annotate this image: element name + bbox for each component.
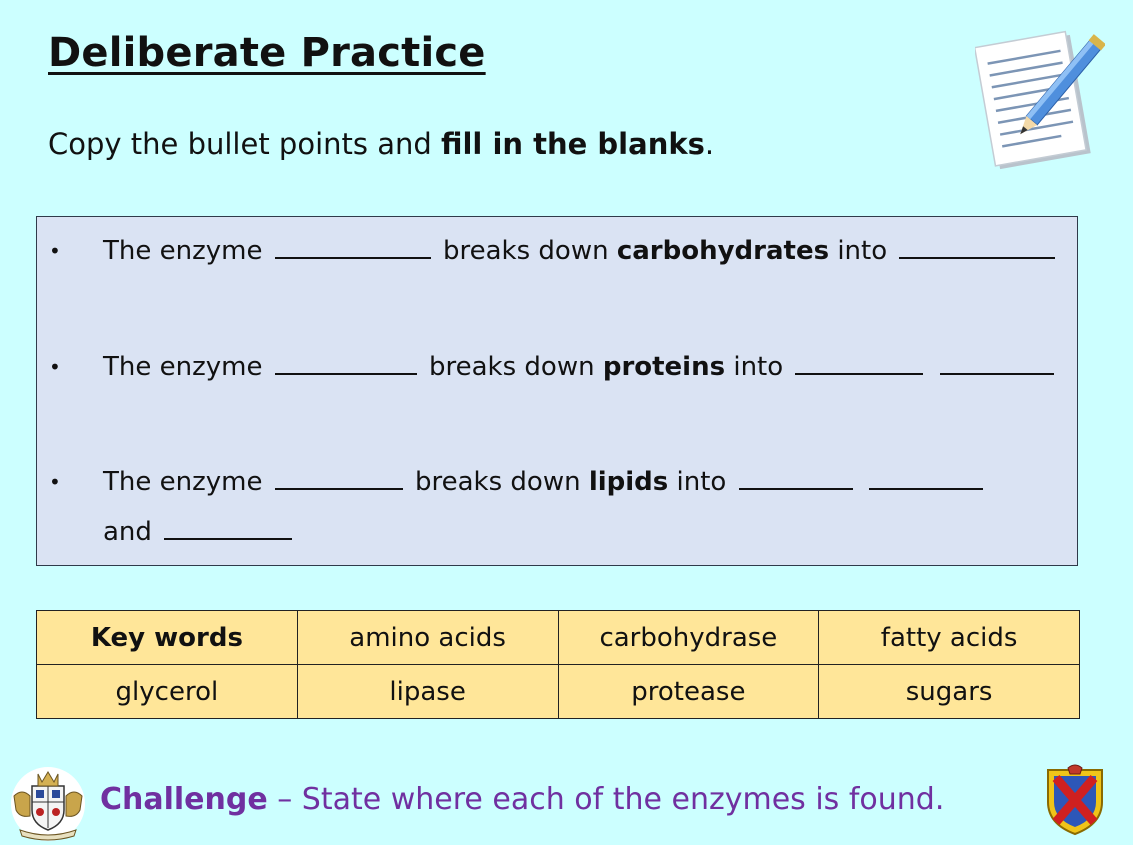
key-words-table (36, 610, 1080, 719)
bullet-text: The enzyme breaks down carbohydrates into (103, 233, 1059, 269)
challenge-label: Challenge (100, 782, 268, 817)
instruction-prefix: Copy the bullet points and (48, 127, 441, 161)
key-word-cell: protease (558, 665, 819, 719)
blank-product-2[interactable] (869, 464, 983, 490)
challenge-text (100, 782, 944, 817)
instruction-suffix: . (704, 127, 715, 161)
blank-enzyme[interactable] (275, 349, 417, 375)
instruction-text (48, 127, 714, 161)
blank-product-3[interactable] (164, 514, 292, 540)
blank-product[interactable] (899, 233, 1055, 259)
blank-enzyme[interactable] (275, 464, 403, 490)
bullet-dot: • (49, 470, 61, 494)
key-word-cell: carbohydrase (558, 611, 819, 665)
shield-icon (1044, 764, 1106, 836)
key-word-cell: lipase (297, 665, 558, 719)
school-crest-icon (8, 766, 88, 842)
page-title: Deliberate Practice (48, 30, 486, 76)
notepad-pencil-icon (975, 22, 1105, 172)
key-word-cell: amino acids (297, 611, 558, 665)
instruction-bold: fill in the blanks (441, 127, 705, 161)
challenge-body: – State where each of the enzymes is found. (267, 782, 945, 817)
table-row (37, 611, 1080, 665)
blank-product-1[interactable] (795, 349, 923, 375)
blank-enzyme[interactable] (275, 233, 431, 259)
bullet-continuation: and (103, 514, 296, 550)
blank-product-2[interactable] (940, 349, 1054, 375)
table-row (37, 665, 1080, 719)
key-word-cell: fatty acids (819, 611, 1080, 665)
bullet-text: The enzyme breaks down lipids into (103, 464, 987, 500)
key-word-cell: glycerol (37, 665, 298, 719)
bullet-text: The enzyme breaks down proteins into (103, 349, 1058, 385)
bullet-dot: • (49, 239, 61, 263)
key-word-cell: sugars (819, 665, 1080, 719)
fill-in-blanks-box (36, 216, 1078, 566)
key-words-header: Key words (37, 611, 298, 665)
bullet-dot: • (49, 355, 61, 379)
blank-product-1[interactable] (739, 464, 853, 490)
